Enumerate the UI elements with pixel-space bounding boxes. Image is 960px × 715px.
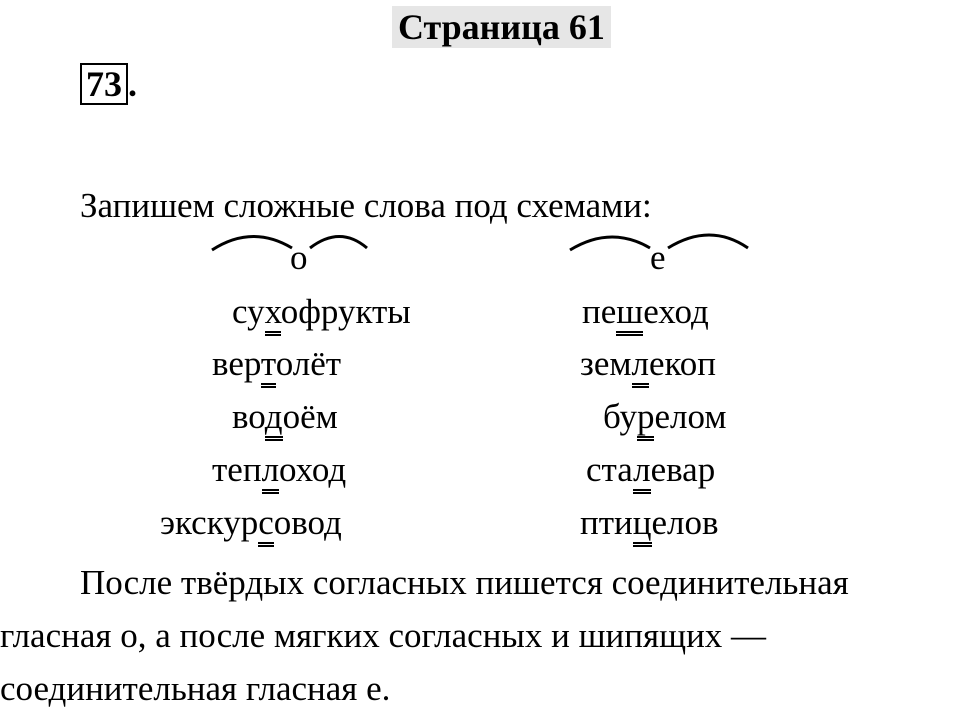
conclusion-line-1: После твёрдых согласных пишется соединительная <box>80 563 849 602</box>
word-e-1: пешеход <box>582 292 709 332</box>
page-title: Страница 61 <box>392 6 611 48</box>
word-o-3: водоём <box>232 397 338 437</box>
marked-letter: ш <box>616 292 643 336</box>
marked-letter: л <box>633 450 650 494</box>
word-e-4: сталевар <box>586 450 715 490</box>
scheme-o-vowel: о <box>290 238 308 277</box>
marked-letter: х <box>265 292 281 336</box>
marked-letter: с <box>258 503 274 547</box>
conclusion <box>0 556 960 715</box>
scheme-e-root-arc-left <box>570 237 650 250</box>
word-o-2: вертолёт <box>212 344 341 384</box>
word-e-2: землекоп <box>580 344 716 384</box>
word-o-4: теплоход <box>212 450 346 490</box>
word-e-3: бурелом <box>603 397 726 437</box>
task-number-box: 73 <box>80 63 128 105</box>
task-number <box>80 63 137 105</box>
intro-text: Запишем сложные слова под схемами: <box>80 186 652 225</box>
marked-letter: д <box>265 397 283 441</box>
scheme-o-root-arc-right <box>310 237 367 249</box>
word-o-5: экскурсовод <box>160 503 342 543</box>
scheme-e-vowel: е <box>650 238 666 277</box>
marked-letter: ц <box>633 503 652 547</box>
marked-letter: л <box>262 450 279 494</box>
word-o-1: сухофрукты <box>232 292 411 332</box>
word-e-5: птицелов <box>580 503 719 543</box>
conclusion-line-3: соединительная гласная е. <box>0 669 391 708</box>
scheme-e-root-arc-right <box>668 235 748 248</box>
task-number-suffix: . <box>128 64 137 104</box>
conclusion-line-2: гласная о, а после мягких согласных и шипящих — <box>0 616 767 655</box>
marked-letter: л <box>632 344 649 388</box>
scheme-o-root-arc-left <box>212 236 292 250</box>
marked-letter: т <box>261 344 276 388</box>
marked-letter: р <box>637 397 655 441</box>
